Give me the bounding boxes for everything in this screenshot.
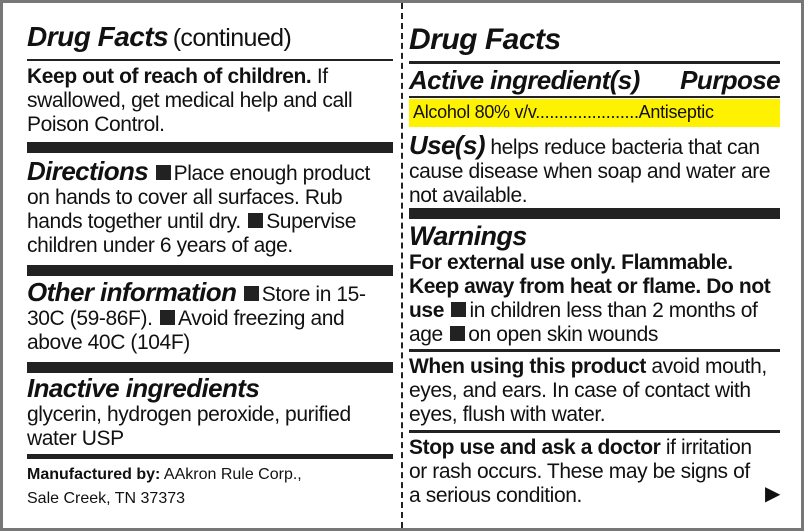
directions-heading: Directions bbox=[27, 156, 149, 186]
continue-arrow-icon: ▶ bbox=[765, 483, 781, 505]
warnings-bold-text: For external use only. Flammable. Keep away from heat or flame. Do not use bbox=[409, 251, 771, 322]
other-info-section bbox=[27, 277, 393, 355]
stop-use-heading: Stop use and ask a doctor bbox=[409, 436, 661, 459]
active-ingredient-heading: Active ingredient(s) bbox=[409, 65, 640, 95]
bullet-square-icon bbox=[244, 286, 259, 301]
stop-use-section bbox=[409, 436, 780, 508]
manufacturer-address: Sale Creek, TN 37373 bbox=[27, 490, 186, 507]
rule bbox=[409, 61, 780, 64]
keep-out-section bbox=[27, 65, 393, 137]
active-header-row bbox=[409, 65, 780, 95]
left-title bbox=[27, 21, 393, 53]
uses-heading: Use(s) bbox=[409, 130, 485, 160]
when-using-text: avoid mouth, eyes, and ears. In case of contact with eyes, flush with water. bbox=[409, 355, 767, 426]
inactive-text: glycerin, hydrogen peroxide, purified water USP bbox=[27, 403, 351, 450]
manufactured-label: Manufactured by: bbox=[27, 466, 161, 483]
active-ingredient-name: Alcohol 80% v/v bbox=[413, 102, 536, 122]
rule bbox=[27, 59, 393, 61]
rule bbox=[409, 96, 780, 98]
when-using-section bbox=[409, 355, 780, 427]
rule bbox=[409, 349, 780, 352]
inactive-heading: Inactive ingredients bbox=[27, 373, 260, 403]
drug-facts-label bbox=[3, 3, 801, 528]
keep-out-heading: Keep out of reach of children. bbox=[27, 65, 312, 88]
section-bar bbox=[27, 142, 393, 153]
bullet-square-icon bbox=[451, 302, 466, 317]
other-info-item: Avoid freezing and above 40C (104F) bbox=[27, 307, 345, 354]
purpose-heading: Purpose bbox=[680, 65, 780, 95]
bullet-square-icon bbox=[248, 213, 263, 228]
bullet-square-icon bbox=[160, 310, 175, 325]
warnings-section bbox=[409, 221, 780, 347]
when-using-heading: When using this product bbox=[409, 355, 646, 378]
rule bbox=[409, 430, 780, 433]
directions-item: Place enough product on hands to cover all surfaces. Rub hands together until dry. bbox=[27, 162, 370, 233]
uses-section bbox=[409, 130, 780, 208]
keep-out-text: If swallowed, get medical help and call Poison Control. bbox=[27, 65, 353, 136]
uses-text: helps reduce bacteria that can cause disease when soap and water are not available. bbox=[409, 136, 771, 207]
left-title-text: Drug Facts bbox=[27, 21, 169, 52]
manufacturer-name: AAkron Rule Corp., bbox=[163, 466, 302, 483]
bullet-square-icon bbox=[450, 326, 465, 341]
active-ingredient-purpose: Antiseptic bbox=[638, 102, 714, 122]
inactive-section bbox=[27, 373, 393, 451]
active-ingredient-row bbox=[409, 99, 780, 127]
section-bar bbox=[409, 208, 780, 219]
stop-use-text: if irritation or rash occurs. These may be signs of a serious condition. bbox=[409, 436, 752, 507]
other-info-item: Store in 15-30C (59-86F). bbox=[27, 283, 366, 330]
left-title-suffix: (continued) bbox=[172, 24, 292, 52]
other-info-heading: Other information bbox=[27, 277, 237, 307]
section-bar bbox=[27, 362, 393, 373]
warnings-heading: Warnings bbox=[409, 221, 527, 251]
warnings-item: in children less than 2 months of age bbox=[409, 299, 758, 346]
section-bar bbox=[27, 454, 393, 459]
leader-dots: ...................... bbox=[535, 102, 639, 122]
right-title-text: Drug Facts bbox=[409, 23, 561, 56]
directions-section bbox=[27, 156, 393, 258]
section-bar bbox=[27, 265, 393, 276]
directions-item: Supervise children under 6 years of age. bbox=[27, 210, 356, 257]
manufacturer-section bbox=[27, 463, 393, 511]
bullet-square-icon bbox=[156, 165, 171, 180]
right-title bbox=[409, 23, 780, 57]
warnings-item: on open skin wounds bbox=[468, 323, 658, 346]
fold-divider bbox=[401, 3, 403, 528]
